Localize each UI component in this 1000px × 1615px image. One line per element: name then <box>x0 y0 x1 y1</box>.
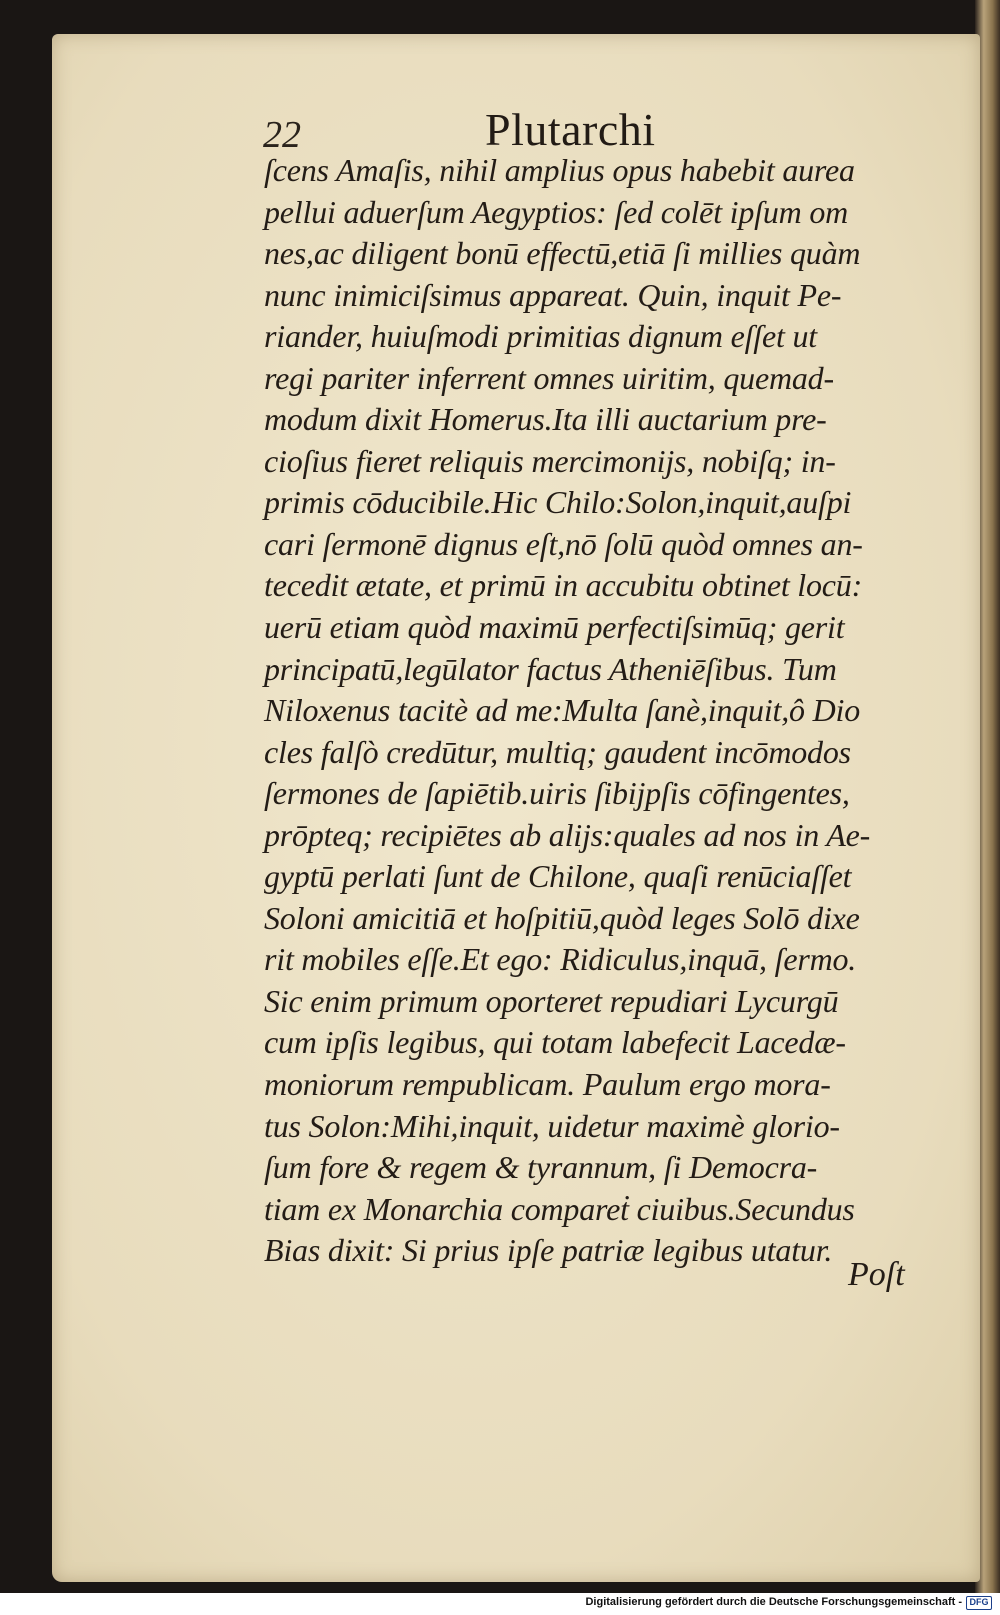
text-line: Bias dixit: Si prius ipſe patriæ legibus utatur. <box>264 1232 833 1269</box>
text-line: prōpteq; recipiētes ab alijs:quales ad nos in Ae- <box>264 816 871 853</box>
text-line: principatū,legūlator factus Atheniēſibus. Tum <box>264 650 837 687</box>
text-line: ſcens Amaſis, nihil amplius opus habebit aurea <box>264 152 855 188</box>
text-line: Sic enim primum oporteret repudiari Lycurgū <box>264 982 839 1019</box>
text-line: cioſius fieret reliquis mercimonijs, nobiſq; in- <box>264 442 836 479</box>
digitization-footer <box>0 1593 1000 1615</box>
funding-notice: Digitalisierung gefördert durch die Deutsche Forschungsgemeinschaft - <box>585 1596 962 1608</box>
text-line: ſum fore & regem & tyrannum, ſi Democra- <box>264 1149 818 1186</box>
text-line: Niloxenus tacitè ad me:Multa ſanè,inquit,ô Dio <box>264 692 861 729</box>
text-line: nes,ac diligent bonū effectū,etiā ſi millies quàm <box>264 235 861 272</box>
dfg-logo-icon: DFG <box>966 1596 992 1610</box>
text-line: ſermones de ſapiētib.uiris ſibijpſis cōfingentes, <box>264 775 850 812</box>
text-line: tus Solon:Mihi,inquit, uidetur maximè glorio- <box>264 1107 840 1144</box>
text-line: tecedit ætate, et primū in accubitu obtinet locū: <box>264 567 863 604</box>
text-line: primis cōducibile.Hic Chilo:Solon,inquit,auſpi <box>264 484 852 521</box>
running-head: Plutarchi <box>485 104 656 155</box>
text-line: tiam ex Monarchia compareṫ ciuibus.Secundus <box>264 1190 855 1227</box>
catchword: Poſt <box>848 1256 905 1293</box>
text-line: cari ſermonē dignus eſt,nō ſolū quòd omnes an- <box>264 525 863 562</box>
text-line: cles falſò credūtur, multiq; gaudent incōmodos <box>264 733 851 770</box>
text-line: gyptū perlati ſunt de Chilone, quaſi renūciaſſet <box>264 858 852 895</box>
text-line: modum dixit Homerus.Ita illi auctarium pre- <box>264 401 827 438</box>
text-line: Soloni amicitiā et hoſpitiū,quòd leges Solō dixe <box>264 899 860 936</box>
text-line: riander, huiuſmodi primitias dignum eſſet ut <box>264 318 817 355</box>
text-line: rit mobiles eſſe.Et ego: Ridiculus,inquā, ſermo. <box>264 941 857 978</box>
page-number: 22 <box>263 114 301 156</box>
text-line: uerū etiam quòd maximū perfectiſsimūq; gerit <box>264 609 845 646</box>
text-line: nunc inimiciſsimus appareat. Quin, inquit Pe- <box>264 276 842 313</box>
body-text <box>264 150 904 1272</box>
text-line: moniorum rempublicam. Paulum ergo mora- <box>264 1066 831 1103</box>
text-line: pellui aduerſum Aegyptios: ſed colēt ipſum om <box>264 193 849 230</box>
text-line: regi pariter inferrent omnes uiritim, quemad- <box>264 359 834 396</box>
text-line: cum ipſis legibus, qui totam labefecit Lacedæ- <box>264 1024 846 1061</box>
